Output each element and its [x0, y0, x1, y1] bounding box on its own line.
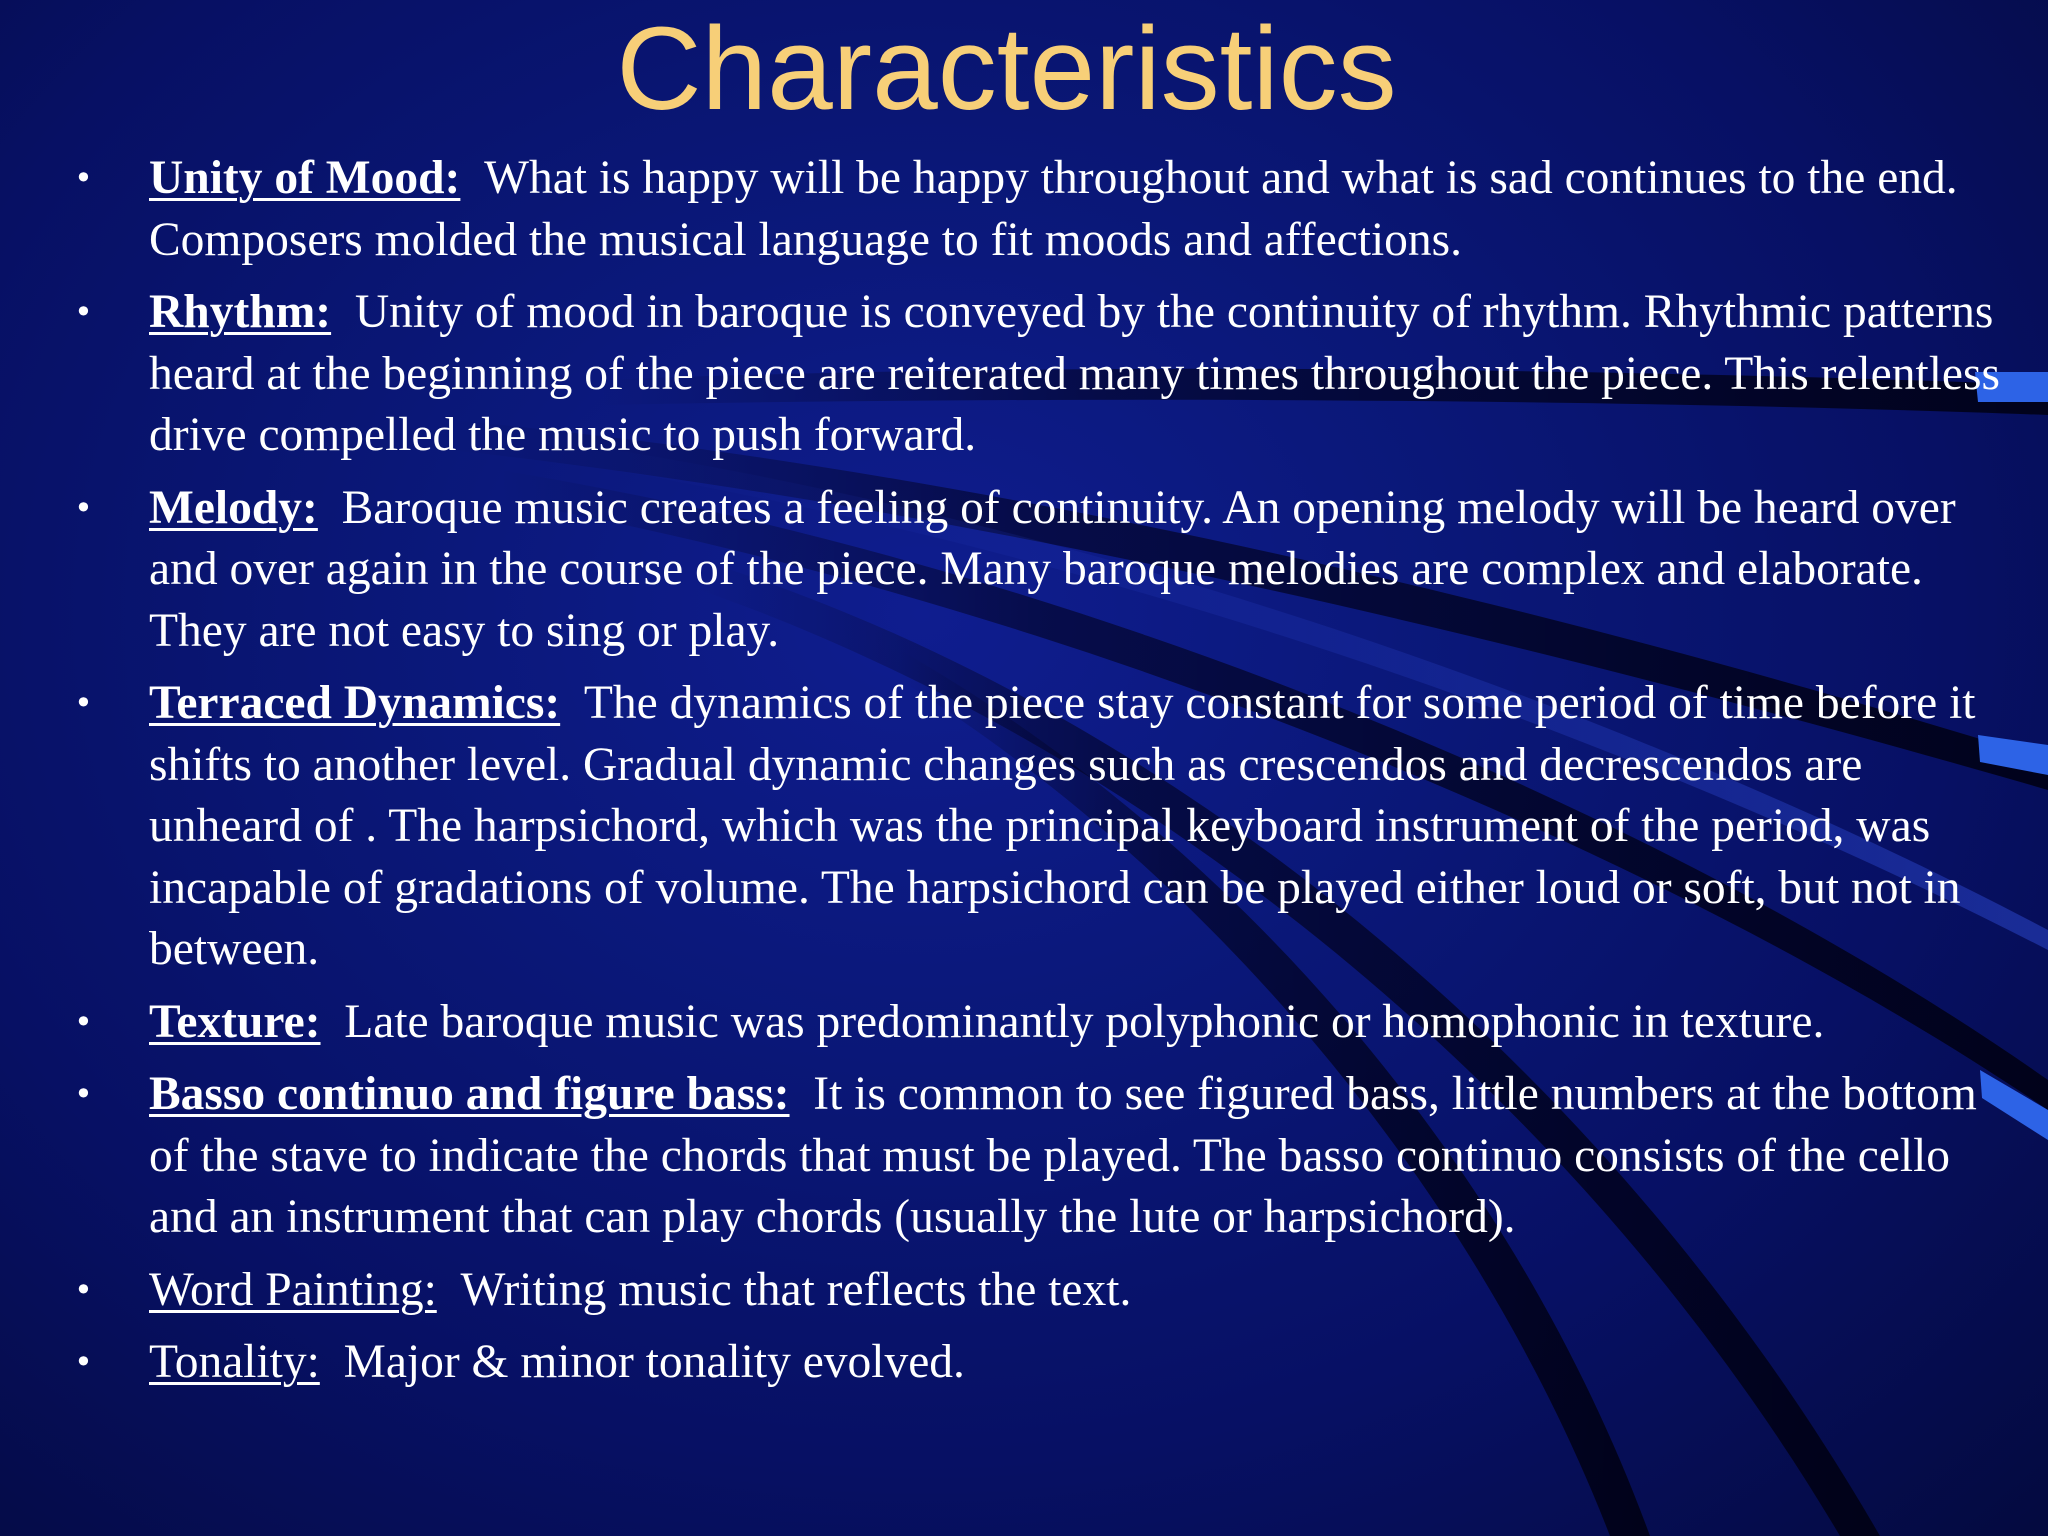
bullet-dot-icon: • — [74, 1343, 93, 1381]
bullet-term: Terraced Dynamics: — [149, 677, 561, 729]
bullet-term: Unity of Mood: — [149, 152, 461, 204]
bullet-term: Rhythm: — [149, 286, 332, 338]
bullet-text: Major & minor tonality evolved. — [343, 1336, 965, 1388]
bullet-term: Word Painting: — [149, 1263, 437, 1316]
bullet-term: Texture: — [149, 995, 321, 1048]
bullet-text: Unity of mood in baroque is conveyed by the continuity of rhythm. Rhythmic patterns heard at the beginning of the piece are reiterated many times throughout the piece. This relentless drive compelled the music to push forward. — [149, 286, 2000, 461]
bullet-text: Baroque music creates a feeling of continuity. An opening melody will be heard over and over again in the course of the piece. Many baroque melodies are complex and elaborate. They are not easy to sing or play. — [149, 481, 1956, 657]
bullet-text: The dynamics of the piece stay constant for some period of time before it shifts to another level. Gradual dynamic changes such as crescendos and decrescendos are unheard of . The harpsichord, which was the principal keyboard instrument of the period, was incapable of gradations of volume. The harpsichord can be played either loud or soft, but not in between. — [149, 677, 1976, 975]
bullet-item-unity-of-mood — [0, 148, 2048, 271]
bullet-dot-icon: • — [74, 684, 93, 722]
bullet-term: Melody: — [149, 481, 318, 534]
bullet-item-melody — [0, 478, 2048, 663]
characteristics-bullet-list — [0, 148, 2048, 1405]
bullet-item-word-painting — [0, 1260, 2048, 1322]
bullet-text: What is happy will be happy throughout and what is sad continues to the end. Composers molded the musical language to fit moods and affections. — [149, 152, 1958, 266]
bullet-item-tonality — [0, 1332, 2048, 1394]
bullet-dot-icon: • — [74, 488, 93, 527]
bullet-term: Basso continuo and figure bass: — [149, 1068, 790, 1120]
bullet-text: Writing music that reflects the text. — [460, 1263, 1132, 1316]
bullet-item-terraced-dynamics — [0, 673, 2048, 981]
bullet-dot-icon: • — [74, 293, 93, 331]
bullet-text: It is common to see figured bass, little numbers at the bottom of the stave to indicate the chords that must be played. The basso continuo consists of the cello and an instrument that can play chords (usually the lute or harpsichord). — [149, 1068, 1977, 1243]
bullet-item-rhythm — [0, 282, 2048, 467]
bullet-dot-icon: • — [74, 1075, 93, 1113]
bullet-term: Tonality: — [149, 1336, 320, 1388]
bullet-item-basso-continuo — [0, 1064, 2048, 1249]
bullet-dot-icon: • — [74, 1002, 93, 1041]
bullet-dot-icon: • — [74, 1270, 93, 1309]
bullet-text: Late baroque music was predominantly polyphonic or homophonic in texture. — [344, 995, 1825, 1048]
bullet-dot-icon: • — [74, 159, 93, 197]
slide-title: Characteristics — [616, 3, 1397, 135]
bullet-item-texture — [0, 992, 2048, 1054]
